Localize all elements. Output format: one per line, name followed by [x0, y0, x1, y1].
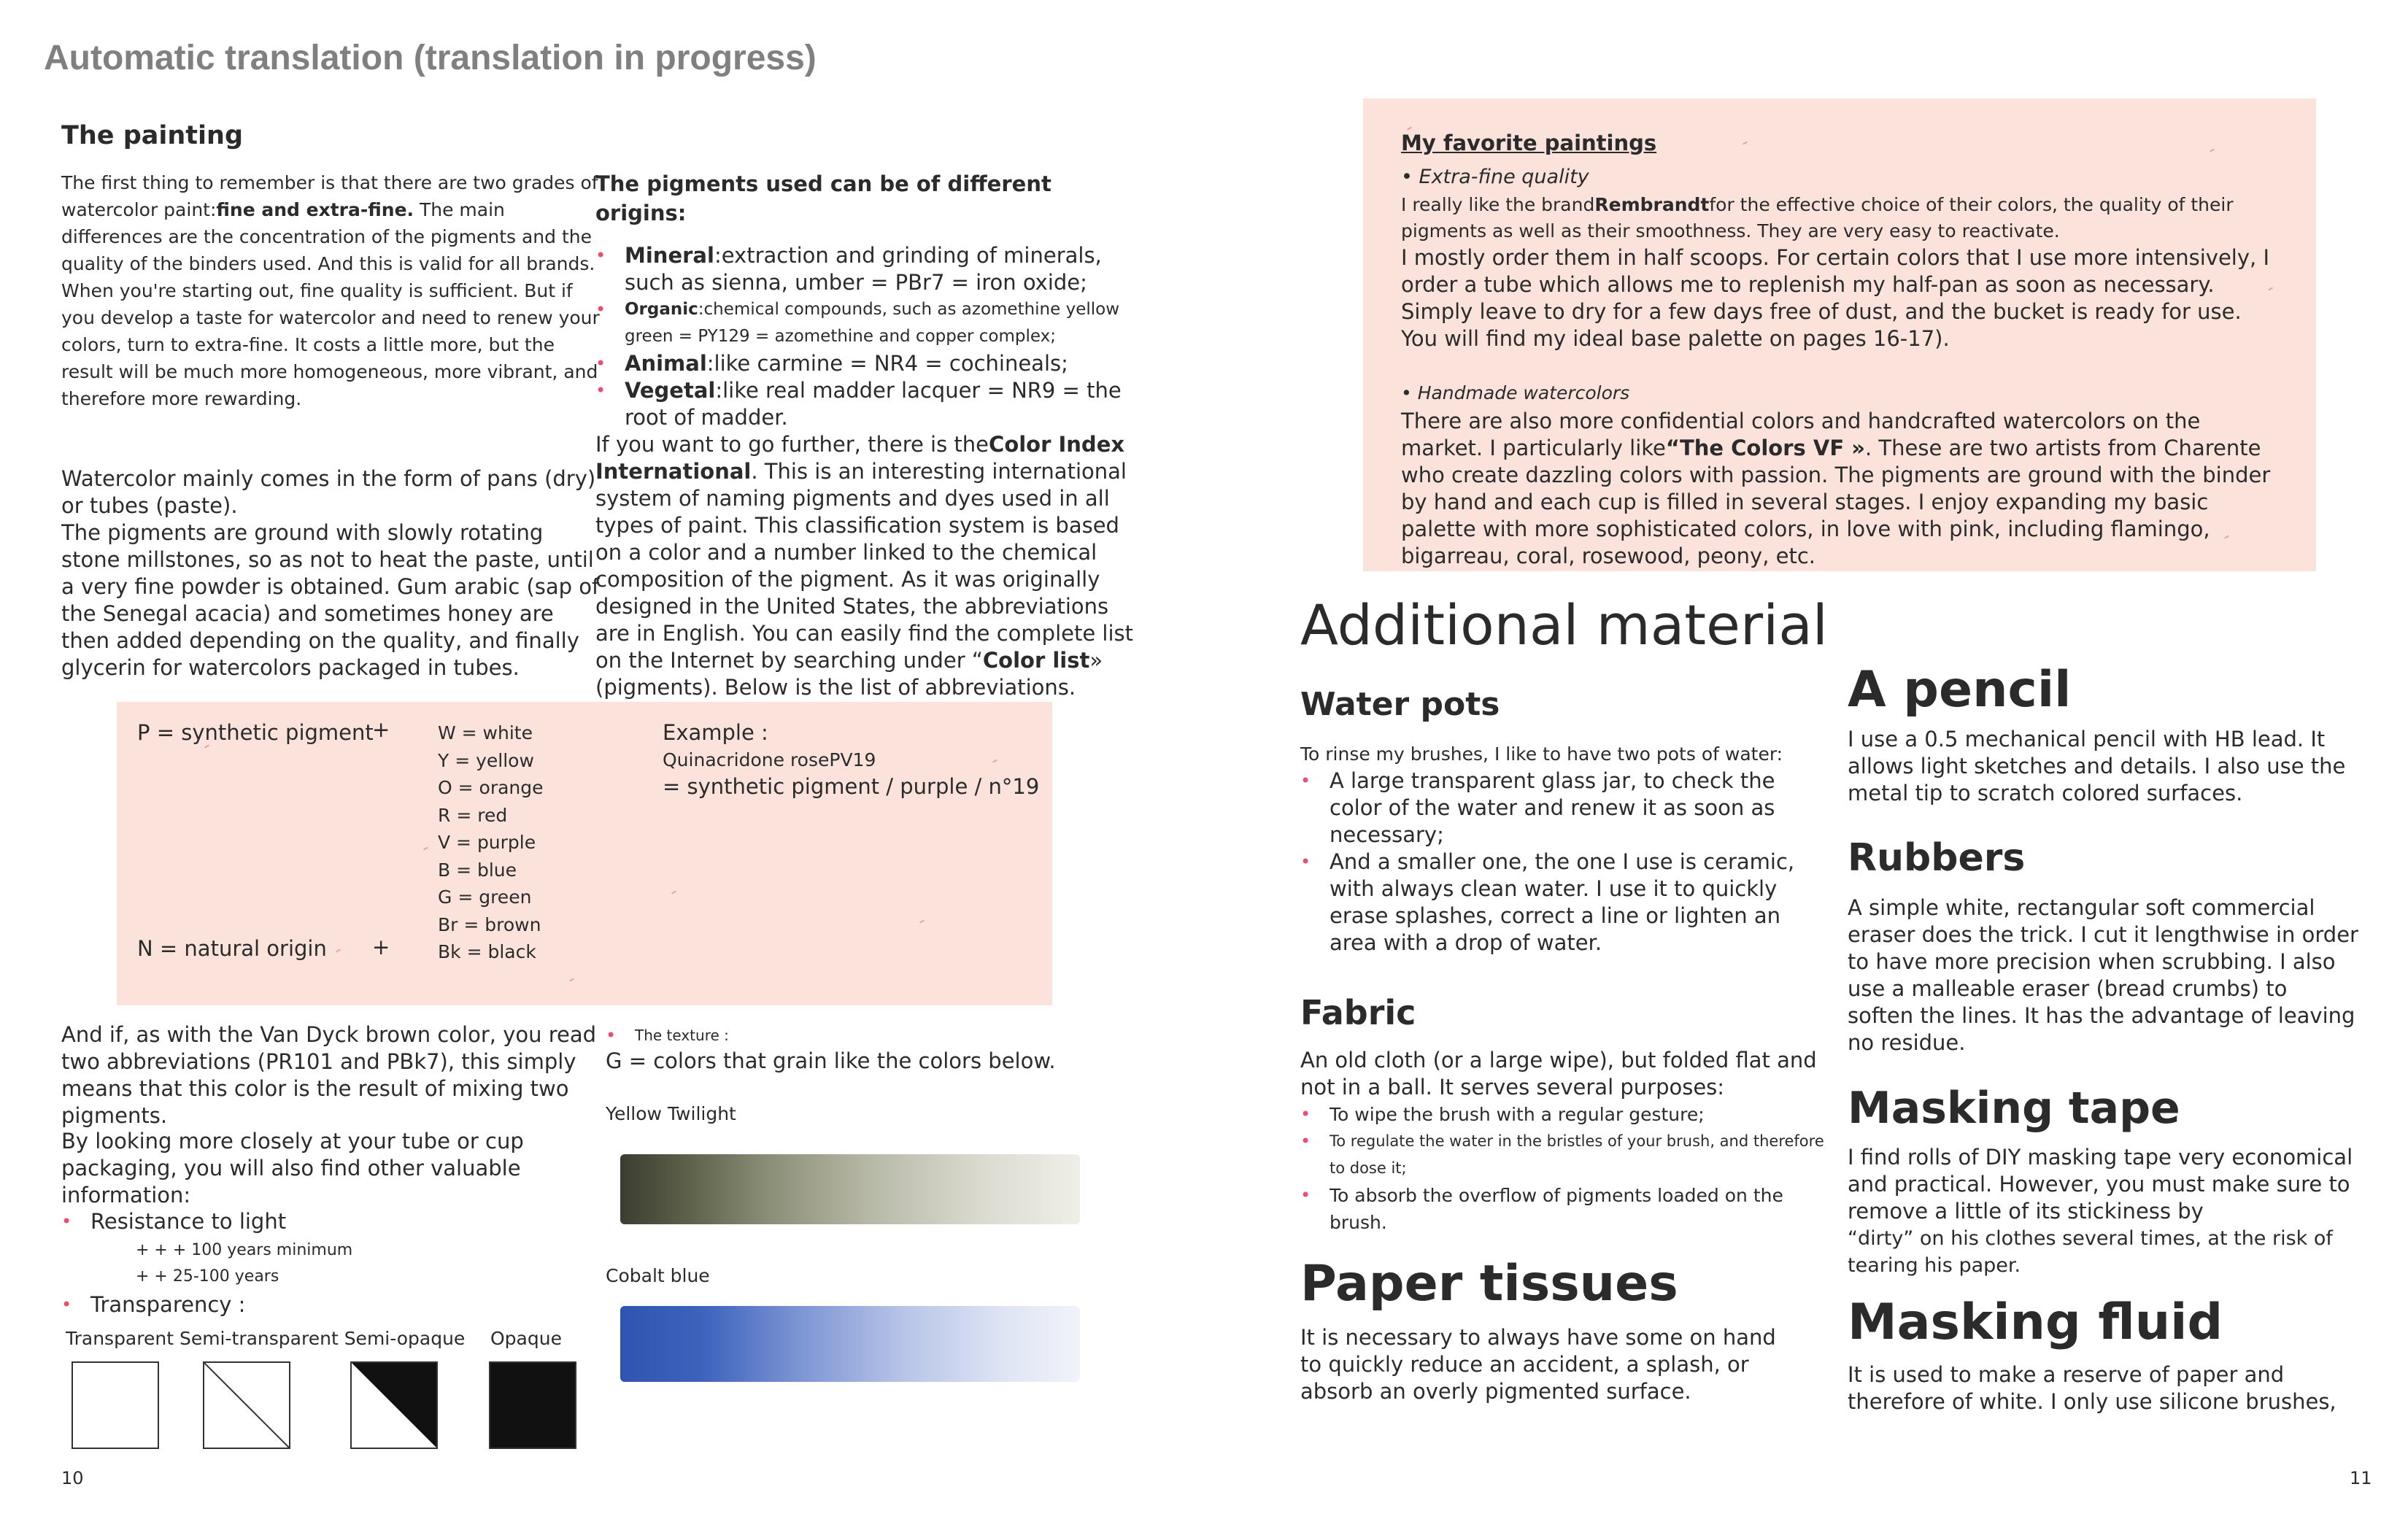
column-a: [1300, 686, 1826, 1405]
swatch-label-yellow-twilight: Yellow Twilight: [606, 1103, 736, 1124]
color-index-bold: Color Index International: [595, 432, 1125, 484]
masking-fluid-title: Masking fluid: [1848, 1294, 2223, 1351]
yellow-twilight-swatch: [620, 1154, 1080, 1224]
plus-sign: +: [372, 717, 390, 742]
resistance-item: • Resistance to light: [61, 1208, 572, 1235]
grades-paragraph: [61, 169, 601, 412]
fabric-item: • To absorb the overflow of pigments loaded on the brush.: [1300, 1182, 1826, 1236]
forms-text-2: The pigments are ground with slowly rotating stone millstones, so as not to heat the paste, until a very fine powder is obtained. Gum arabic (sap of the Senegal acacia) and sometimes honey are then added depending on the quality, and finally glycerin for watercolors packaged in tubes.: [61, 520, 600, 680]
favorites-title: My favorite paintings: [1401, 131, 1657, 155]
color-list-bold: Color list: [982, 648, 1090, 673]
origin-text: :extraction and grinding of minerals, such as sienna, umber = PBr7 = iron oxide;: [625, 243, 1102, 295]
origin-label: Mineral: [625, 243, 714, 268]
color-code: W = white: [438, 722, 533, 743]
forms-text-1: Watercolor mainly comes in the form of pans (dry) or tubes (paste).: [61, 466, 596, 518]
fabric-intro: An old cloth (or a large wipe), but folded flat and not in a ball. It serves several purposes:: [1300, 1048, 1817, 1100]
origin-label: Animal: [625, 351, 707, 376]
color-code: Y = yellow: [438, 749, 534, 771]
transparency-labels: Transparent Semi-transparent Semi-opaque: [66, 1328, 466, 1349]
texture-label: • The texture :: [606, 1024, 1073, 1046]
water-pots-title: Water pots: [1300, 686, 1500, 723]
resistance-level: + + + 100 years minimum: [136, 1241, 353, 1259]
color-code: Bk = black: [438, 941, 536, 962]
color-code: Br = brown: [438, 913, 541, 935]
masking-tape-text-2: “dirty” on his clothes several times, at the risk of tearing his paper.: [1848, 1227, 2333, 1277]
extra-fine-heading: • Extra-fine quality: [1401, 166, 1589, 188]
rembrandt-text-1: I really like the brand: [1401, 194, 1595, 215]
fabric-item: • To regulate the water in the bristles of your brush, and therefore to dose it;: [1300, 1128, 1826, 1182]
opaque-label: Opaque: [490, 1328, 562, 1349]
masking-tape-title: Masking tape: [1848, 1083, 2180, 1134]
masking-tape-text-1: I find rolls of DIY masking tape very economical and practical. However, you must make sure to remove a little of its stickiness by: [1848, 1145, 2353, 1224]
confidential-bold: “The Colors VF »: [1665, 436, 1865, 460]
color-code: B = blue: [438, 859, 517, 881]
pencil-text: I use a 0.5 mechanical pencil with HB lead. It allows light sketches and details. I also use the metal tip to scratch colored surfaces.: [1848, 727, 2346, 805]
fabric-title: Fabric: [1300, 993, 1416, 1032]
origin-item-vegetal: [595, 377, 1143, 431]
origins-column: [595, 169, 1143, 701]
origin-label: Vegetal: [625, 378, 716, 403]
page-number-right: 11: [2350, 1468, 2372, 1488]
color-code: R = red: [438, 804, 508, 826]
resistance-levels: [136, 1237, 352, 1290]
packaging-paragraph: By looking more closely at your tube or cup packaging, you will also find other valuable information:: [61, 1129, 524, 1207]
transparency-list: [61, 1291, 572, 1318]
column-b: [1848, 661, 2388, 1415]
opaque-square: [489, 1361, 576, 1449]
paper-tissues-text: It is necessary to always have some on hand to quickly reduce an accident, a splash, or absorb an overly pigmented surface.: [1300, 1325, 1776, 1404]
color-code: O = orange: [438, 777, 544, 798]
plus-sign: +: [372, 935, 390, 959]
texture-list: [606, 1024, 1073, 1046]
origin-text: :like real madder lacquer = NR9 = the root of madder.: [625, 378, 1122, 430]
transparency-item: • Transparency :: [61, 1291, 572, 1318]
color-code: V = purple: [438, 832, 536, 853]
water-pot-item: • And a smaller one, the one I use is ceramic, with always clean water. I use it to quickly erase splashes, correct a line or lighten an area with a drop of water.: [1300, 849, 1826, 957]
paper-tissues-title: Paper tissues: [1300, 1255, 1678, 1313]
masking-fluid-text: It is used to make a reserve of paper and therefore of white. I only use silicone brushes,: [1848, 1362, 2336, 1414]
scoops-paragraph: I mostly order them in half scoops. For certain colors that I use more intensively, I order a tube which allows me to replenish my half-pan as soon as necessary. Simply leave to dry for a few days free of dust, and the bucket is ready for use. You will find my ideal base palette on pages 16-17).: [1401, 245, 2270, 351]
origin-text: :like carmine = NR4 = cochineals;: [706, 351, 1068, 376]
confidential-paragraph: [1401, 408, 2277, 570]
synthetic-pigment-label: P = synthetic pigment: [137, 720, 374, 745]
origin-text: :chemical compounds, such as azomethine yellow green = PY129 = azomethine and copper complex;: [625, 300, 1120, 346]
resistance-level: + + 25-100 years: [136, 1267, 279, 1286]
confidential-text-1: There are also more confidential colors and handcrafted watercolors on the market. I particularly like: [1401, 409, 2201, 460]
transparent-square: [72, 1361, 159, 1449]
color-index-text-1: If you want to go further, there is the: [595, 432, 989, 457]
semi-transparent-square: [203, 1361, 290, 1449]
additional-material-title: Additional material: [1300, 592, 1828, 657]
rubbers-text: A simple white, rectangular soft commercial eraser does the trick. I cut it lengthwise in order to have more precision when scrubbing. I also use a malleable eraser (bread crumbs) to soften the lines. It has the advantage of leaving no residue.: [1848, 895, 2358, 1055]
fabric-item: • To wipe the brush with a regular gesture;: [1300, 1101, 1826, 1128]
rubbers-title: Rubbers: [1848, 836, 2026, 880]
origin-item-animal: [595, 350, 1143, 377]
packaging-list: [61, 1208, 572, 1235]
natural-origin-label: N = natural origin: [137, 936, 327, 961]
confidential-text-2: . These are two artists from Charente who create dazzling colors with passion. The pigments are ground with the binder by hand and each cup is filled in several stages. I enjoy expanding my basic palette with more sophisticated colors, in love with pink, including flamingo, bigarreau, coral, rosewood, peony, etc.: [1401, 436, 2271, 568]
grades-text-1: The first thing to remember is that there are two grades of watercolor paint:: [61, 172, 598, 220]
origin-item-mineral: [595, 242, 1143, 296]
color-index-paragraph: [595, 431, 1143, 701]
rembrandt-text-2: for the effective choice of their colors, the quality of their pigments as well as their smoothness. They are very easy to reactivate.: [1401, 194, 2234, 241]
example-block: [663, 719, 1039, 800]
handmade-heading: • Handmade watercolors: [1401, 382, 1630, 403]
example-line: = synthetic pigment / purple / n°19: [663, 774, 1040, 799]
color-code: G = green: [438, 886, 532, 908]
rembrandt-bold: Rembrandt: [1594, 194, 1710, 215]
pencil-title: A pencil: [1848, 661, 2072, 719]
section-title-painting: The painting: [61, 121, 243, 150]
color-index-text-2: . This is an interesting international system of naming pigments and dyes used in all types of paint. This classification system is based on a color and a number linked to the chemical composition of the pigment. As it was originally designed in the United States, the abbreviations are in English. You can easily find the complete list on the Internet by searching under “: [595, 459, 1134, 673]
water-pots-intro: To rinse my brushes, I like to have two pots of water:: [1300, 743, 1783, 765]
origins-list: [595, 242, 1143, 431]
swatch-label-cobalt-blue: Cobalt blue: [606, 1265, 710, 1286]
water-pot-item: • A large transparent glass jar, to check the color of the water and renew it as soon as necessary;: [1300, 768, 1826, 849]
favorites-content: [1401, 131, 2277, 570]
example-line: Quinacridone rosePV19: [663, 749, 876, 770]
origin-item-organic: [595, 296, 1143, 350]
origin-label: Organic: [625, 300, 698, 319]
cobalt-blue-swatch: [620, 1306, 1080, 1382]
water-pots-list: [1300, 768, 1826, 957]
abbreviations-box: [117, 702, 1052, 1005]
origins-title: The pigments used can be of different origins:: [595, 171, 1051, 225]
vandyck-paragraph: And if, as with the Van Dyck brown color, you read two abbreviations (PR101 and PBk7), this simply means that this color is the result of mixing two pigments.: [61, 1022, 597, 1128]
rembrandt-paragraph: [1401, 192, 2277, 244]
grades-text-2: The main differences are the concentration of the pigments and the quality of the binders used. And this is valid for all brands. When you're starting out, fine quality is sufficient. But if you develop a taste for watercolor and need to renew your colors, turn to extra-fine. It costs a little more, but the result will be much more homogeneous, more vibrant, and therefore more rewarding.: [61, 199, 600, 409]
color-index-text-3: » (pigments). Below is the list of abbreviations.: [595, 648, 1103, 700]
color-codes-list: [438, 719, 544, 966]
page-number-left: 10: [61, 1468, 84, 1488]
fabric-list: [1300, 1101, 1826, 1236]
forms-paragraph: [61, 465, 601, 681]
grades-bold: fine and extra-fine.: [216, 199, 414, 220]
example-title: Example :: [663, 720, 768, 745]
semi-opaque-square: [350, 1361, 438, 1449]
favorites-box: [1363, 98, 2316, 571]
page-header: Automatic translation (translation in progress): [44, 39, 817, 77]
texture-text: G = colors that grain like the colors below.: [606, 1048, 1056, 1073]
